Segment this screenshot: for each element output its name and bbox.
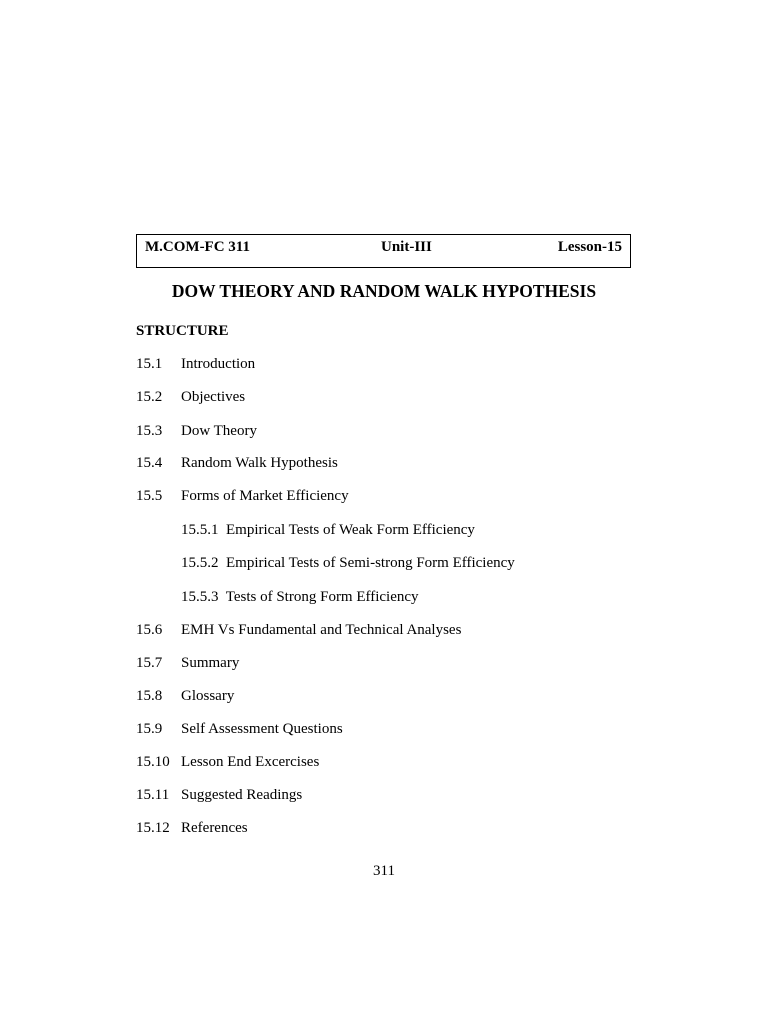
toc-item-number: 15.9 [136,721,163,737]
toc-subitem-label: Tests of Strong Form Efficiency [225,589,419,605]
toc-item-label: EMH Vs Fundamental and Technical Analyses [181,622,462,638]
toc-subitem-number: 15.5.2 [181,555,219,571]
toc-item [136,688,234,705]
toc-item-label: Introduction [181,356,256,372]
page-number: 311 [373,863,395,879]
toc-item-number: 15.6 [136,622,163,638]
lesson-header-box [136,234,631,268]
toc-subitem-number: 15.5.3 [181,589,219,605]
toc-item-label: References [181,820,248,836]
toc-item [136,820,248,837]
toc-subitem-label: Empirical Tests of Semi-strong Form Efficiency [226,555,515,571]
unit-label: Unit-III [381,239,432,255]
toc-item [136,356,255,373]
toc-item-number: 15.1 [136,356,163,372]
toc-subitem-label: Empirical Tests of Weak Form Efficiency [226,522,475,538]
toc-item-label: Dow Theory [181,423,257,439]
toc-item-number: 15.3 [136,423,163,439]
lesson-title: DOW THEORY AND RANDOM WALK HYPOTHESIS [171,281,597,301]
toc-item-label: Glossary [181,688,235,704]
toc-item [136,455,338,472]
toc-item [136,754,319,771]
toc-item-number: 15.10 [136,754,170,770]
toc-item-label: Objectives [181,389,246,405]
toc-item [136,389,245,406]
toc-item-number: 15.11 [136,787,170,803]
toc-item-number: 15.4 [136,455,163,471]
toc-item-number: 15.8 [136,688,163,704]
toc-item [136,655,239,672]
toc-item-number: 15.7 [136,655,163,671]
structure-heading: STRUCTURE [136,323,229,339]
toc-item-label: Random Walk Hypothesis [181,455,338,471]
toc-item-number: 15.5 [136,488,163,504]
toc-subitem [181,522,475,539]
toc-item-number: 15.12 [136,820,170,836]
toc-item [136,488,349,505]
toc-subitem-number: 15.5.1 [181,522,219,538]
toc-item [136,787,302,804]
toc-subitem [181,589,419,606]
toc-item-label: Forms of Market Efficiency [181,488,349,504]
toc-item-number: 15.2 [136,389,163,405]
toc-item-label: Self Assessment Questions [181,721,343,737]
toc-item-label: Suggested Readings [181,787,303,803]
toc-item [136,423,257,440]
toc-item [136,721,343,738]
toc-subitem [181,555,515,572]
toc-item [136,622,461,639]
course-code: M.COM-FC 311 [145,239,250,255]
toc-item-label: Lesson End Excercises [181,754,320,770]
toc-item-label: Summary [181,655,240,671]
lesson-label: Lesson-15 [557,239,622,255]
